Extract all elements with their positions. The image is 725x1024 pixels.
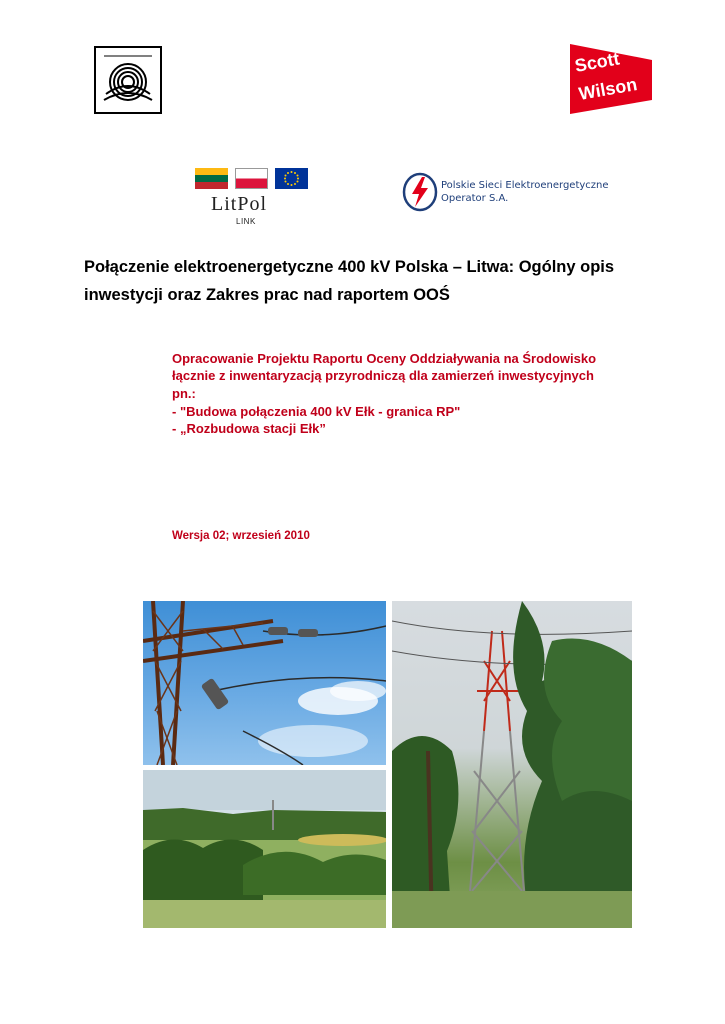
flag-lithuania-icon [195, 168, 228, 189]
photo-pylon-sky [143, 601, 386, 765]
pse-name-line1: Polskie Sieci Elektroenergetyczne [441, 180, 609, 191]
subtitle-line: - „Rozbudowa stacji Ełk” [172, 421, 326, 436]
photo-field-landscape [143, 770, 386, 928]
flag-eu-icon [275, 168, 308, 189]
pse-name-line2: Operator S.A. [441, 193, 509, 204]
subtitle-line: łącznie z inwentaryzacją przyrodniczą dla zamierzeń inwestycyjnych [172, 368, 594, 383]
flag-poland-icon [235, 168, 268, 189]
pse-logo-icon [402, 172, 438, 212]
document-title-line2: inwestycji oraz Zakres prac nad raportem OOŚ [84, 286, 450, 304]
photo-forest-pylon [392, 601, 632, 928]
subtitle-line: - "Budowa połączenia 400 kV Ełk - granica RP" [172, 404, 461, 419]
subtitle-line: pn.: [172, 386, 196, 401]
document-title-line1: Połączenie elektroenergetyczne 400 kV Polska – Litwa: Ogólny opis [84, 258, 615, 276]
nfos-logo-icon [94, 46, 162, 114]
litpol-logo-text: LitPol [211, 193, 268, 215]
subtitle-line: Opracowanie Projektu Raportu Oceny Oddziaływania na Środowisko [172, 351, 597, 366]
litpol-logo-subtext: LINK [236, 217, 256, 226]
document-version: Wersja 02; wrzesień 2010 [172, 530, 310, 542]
scott-wilson-logo-icon [566, 38, 656, 118]
scott-wilson-line1: Scott [573, 48, 622, 76]
scott-wilson-line2: Wilson [577, 74, 639, 104]
